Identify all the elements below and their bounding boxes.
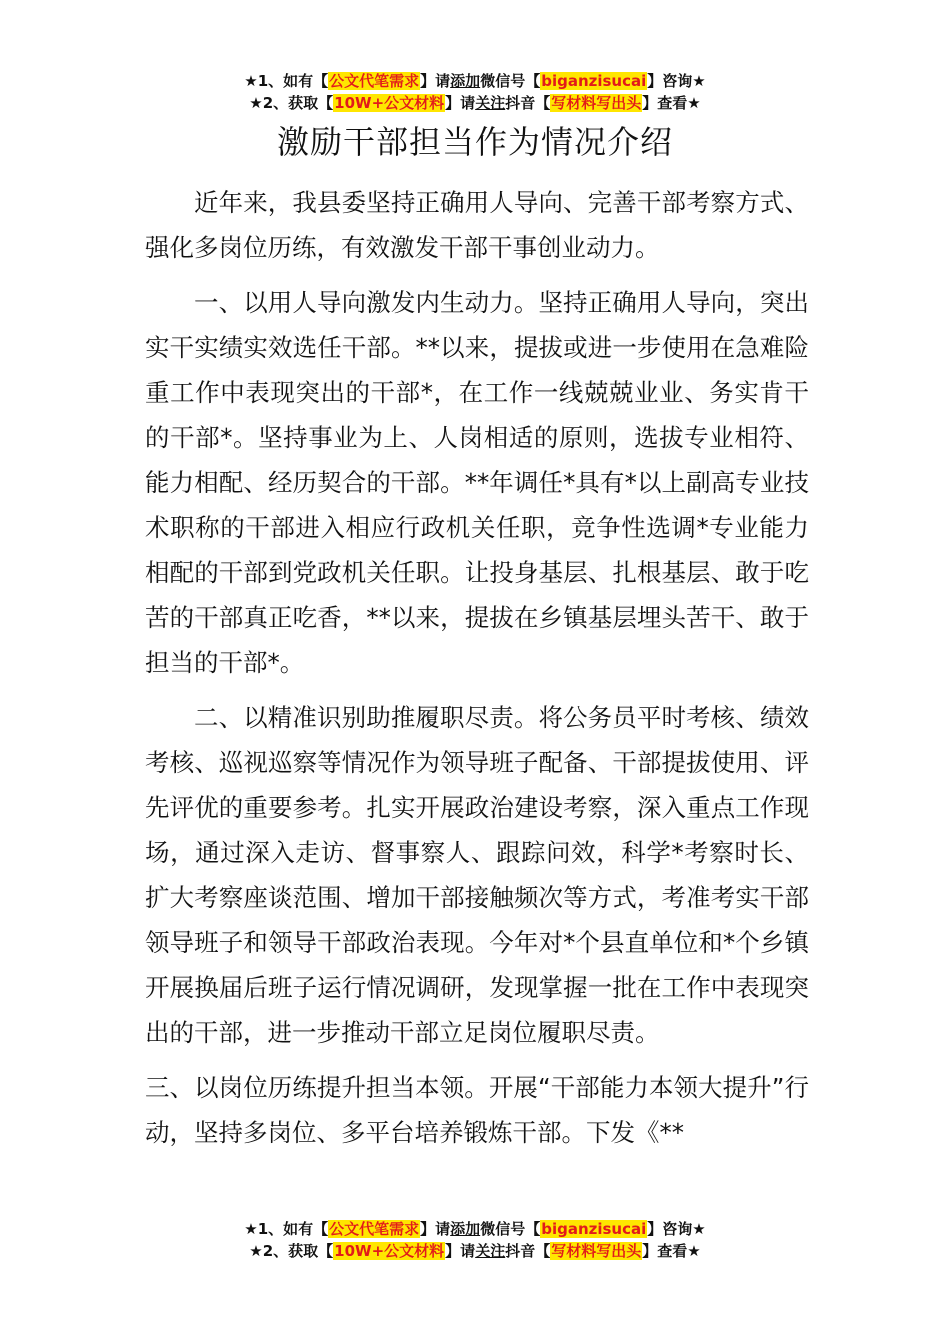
promo-text: 微信号【 [480,72,541,90]
promo-text: 抖音【 [505,94,551,112]
promo-text: 】请 [420,1220,451,1238]
promo-text: 】请 [445,1242,476,1260]
promo-text: 】查看 [642,94,688,112]
promo-highlight: 写材料写出头 [551,1242,642,1260]
promo-text: 】咨询 [647,1220,693,1238]
paragraph-section-1: 一、以用人导向激发内生动力。坚持正确用人导向，突出实干实绩实效选任干部。**以来，提拔或进一步使用在急难险重工作中表现突出的干部*，在工作一线兢兢业业、务实肯干的干部*。坚持事业为上、人岗相适的原则，选拔专业相符、能力相配、经历契合的干部。**年调任*具有*以上副高专业技术职称的干部进入相应行政机关任职，竞争性选调*专业能力相配的干部到党政机关任职。让投身基层、扎根基层、敢于吃苦的干部真正吃香，**以来，提拔在乡镇基层埋头苦干、敢于担当的干部*。 [145,288,809,677]
promo-highlight: biganzisucai [541,1220,647,1238]
promo-line-1 [0,70,950,92]
paragraph-intro: 近年来，我县委坚持正确用人导向、完善干部考察方式、强化多岗位历练，有效激发干部干事创业动力。 [145,188,809,262]
promo-highlight: biganzisucai [541,72,647,90]
promo-text: 】咨询 [647,72,693,90]
promo-text: 1、如有【 [257,1220,329,1238]
star-icon: ★ [692,72,706,90]
promo-text: 微信号【 [480,1220,541,1238]
promo-highlight: 写材料写出头 [551,94,642,112]
promo-underlined: 添加 [450,72,481,90]
promo-text: 2、获取【 [262,1242,334,1260]
paragraph-section-2: 二、以精准识别助推履职尽责。将公务员平时考核、绩效考核、巡视巡察等情况作为领导班子配备、干部提拔使用、评先评优的重要参考。扎实开展政治建设考察，深入重点工作现场，通过深入走访、督事察人、跟踪问效，科学*考察时长、扩大考察座谈范围、增加干部接触频次等方式，考准考实干部领导班子和领导干部政治表现。今年对*个县直单位和*个乡镇开展换届后班子运行情况调研，发现掌握一批在工作中表现突出的干部，进一步推动干部立足岗位履职尽责。 [145,703,809,1047]
star-icon: ★ [244,72,258,90]
promo-highlight: 公文代笔需求 [329,1220,420,1238]
promo-text: 】查看 [642,1242,688,1260]
promo-line-2 [0,1240,950,1262]
document-title: 激励干部担当作为情况介绍 [276,123,673,161]
promo-underlined: 添加 [450,1220,481,1238]
promo-highlight: 公文代笔需求 [329,72,420,90]
star-icon: ★ [249,1242,263,1260]
star-icon: ★ [687,1242,701,1260]
promo-banner-top [0,70,950,114]
document-body [145,180,809,1165]
promo-underlined: 关注 [475,94,506,112]
promo-text: 1、如有【 [257,72,329,90]
promo-banner-bottom [0,1218,950,1262]
promo-text: 抖音【 [505,1242,551,1260]
star-icon: ★ [692,1220,706,1238]
promo-text: 】请 [420,72,451,90]
star-icon: ★ [687,94,701,112]
star-icon: ★ [249,94,263,112]
star-icon: ★ [244,1220,258,1238]
promo-highlight: 10W+公文材料 [334,1242,445,1260]
promo-text: 】请 [445,94,476,112]
promo-line-1 [0,1218,950,1240]
promo-highlight: 10W+公文材料 [334,94,445,112]
promo-line-2 [0,92,950,114]
promo-text: 2、获取【 [262,94,334,112]
promo-underlined: 关注 [475,1242,506,1260]
paragraph-section-3: 三、以岗位历练提升担当本领。开展“干部能力本领大提升”行动，坚持多岗位、多平台培养锻炼干部。下发《** [145,1073,809,1147]
